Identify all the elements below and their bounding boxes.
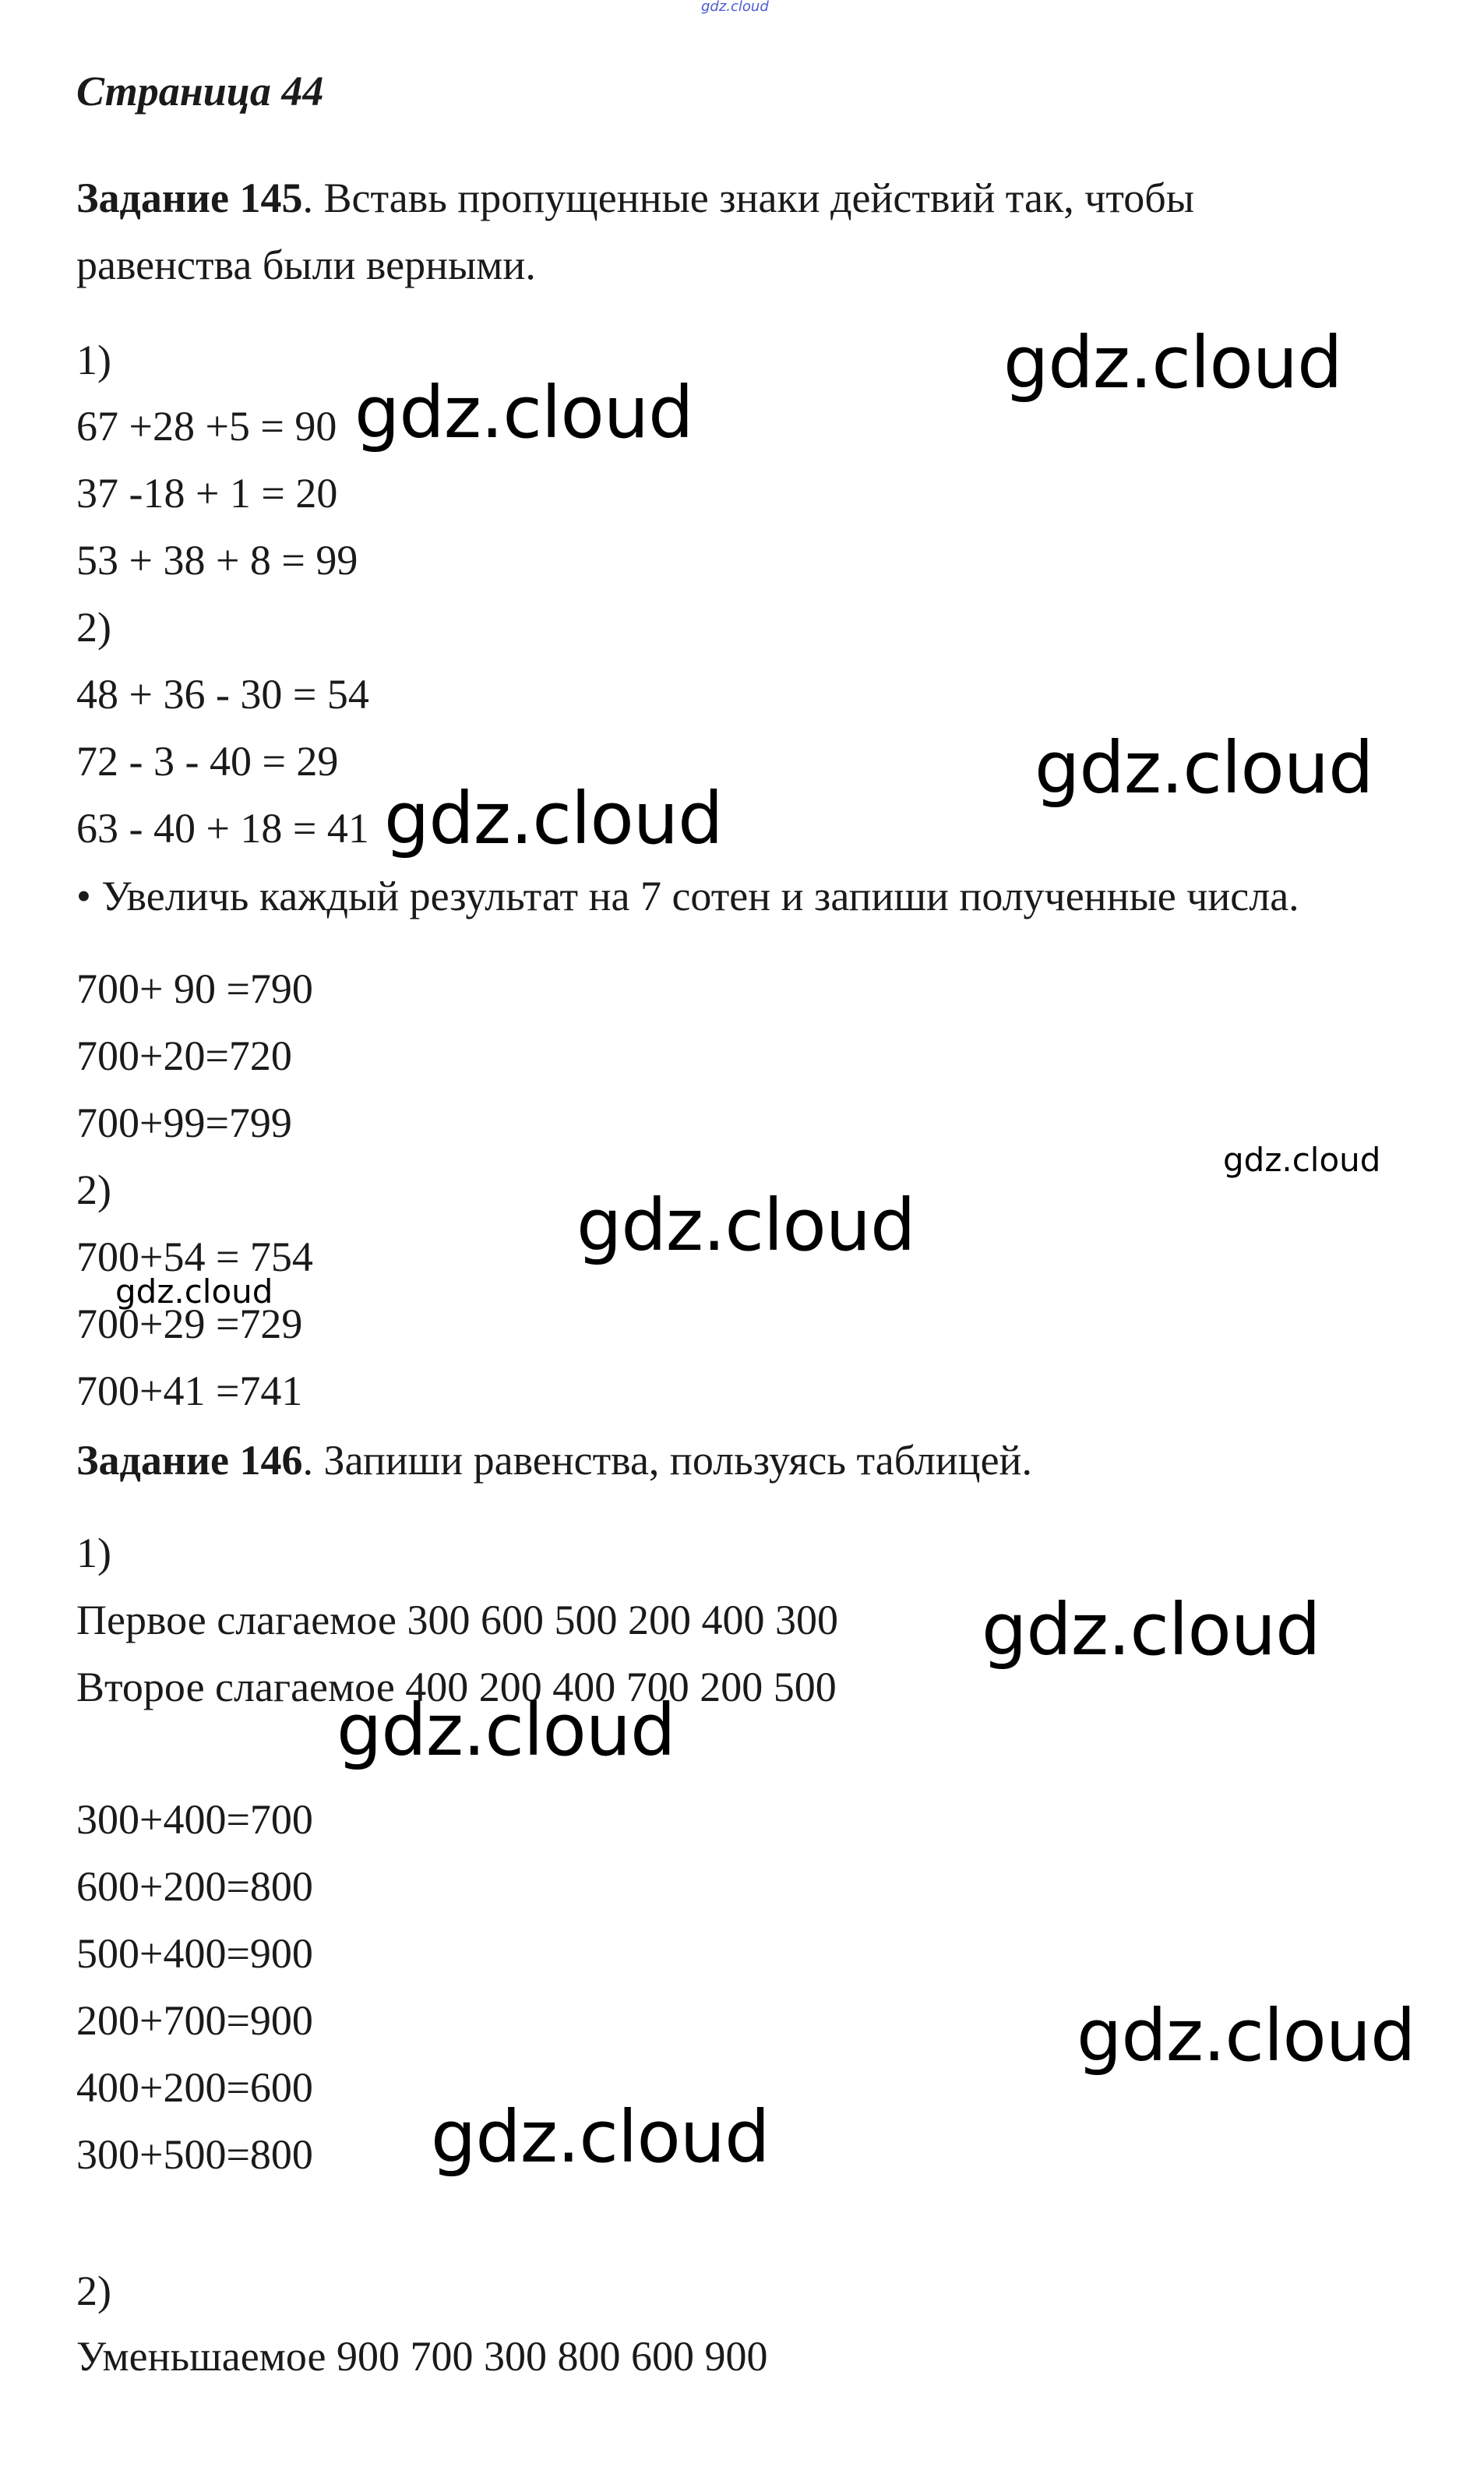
equation-line: 67 +28 +5 = 90 [76, 403, 337, 450]
task-146-part1-label: 1) [76, 1530, 111, 1576]
watermark: gdz.cloud [576, 1184, 915, 1267]
equation-line: 63 - 40 + 18 = 41 [76, 805, 369, 852]
bullet-instruction: • Увеличь каждый результат на 7 сотен и запиши полученные числа. [76, 873, 1299, 919]
watermark: gdz.cloud [1035, 726, 1373, 810]
table-row-first-addend: Первое слагаемое 300 600 500 200 400 300 [76, 1597, 838, 1643]
equation-line: 300+500=800 [76, 2131, 313, 2178]
table-row-second-addend: Второе слагаемое 400 200 400 700 200 500 [76, 1664, 837, 1710]
task-145-part2-label: 2) [76, 604, 111, 651]
equation-line: 200+700=900 [76, 1997, 313, 2044]
watermark: gdz.cloud [354, 371, 693, 454]
table-row-minuend: Уменьшаемое 900 700 300 800 600 900 [76, 2333, 768, 2380]
results-part2-label: 2) [76, 1166, 111, 1213]
result-line: 700+29 =729 [76, 1300, 303, 1347]
result-line: 700+99=799 [76, 1099, 292, 1146]
watermark: gdz.cloud [115, 1272, 273, 1311]
task-145-text-line2: равенства были верными. [76, 242, 536, 288]
result-line: 700+41 =741 [76, 1368, 303, 1414]
result-line: 700+20=720 [76, 1032, 292, 1079]
task-146-intro [76, 1435, 1032, 1485]
task-145-text: . Вставь пропущенные знаки действий так, чтобы [302, 175, 1195, 221]
task-146-label: Задание 146 [76, 1437, 303, 1484]
equation-line: 300+400=700 [76, 1796, 313, 1843]
task-146-part2-label: 2) [76, 2267, 111, 2314]
task-145-label: Задание 145 [76, 175, 303, 221]
equation-line: 48 + 36 - 30 = 54 [76, 671, 369, 718]
equation-line: 500+400=900 [76, 1930, 313, 1977]
equation-line: 72 - 3 - 40 = 29 [76, 738, 339, 785]
watermark: gdz.cloud [1077, 1994, 1415, 2077]
task-145-intro [76, 173, 1194, 223]
watermark: gdz.cloud [982, 1588, 1320, 1671]
page-title: Страница 44 [76, 68, 324, 115]
top-watermark: gdz.cloud [701, 0, 769, 15]
result-line: 700+54 = 754 [76, 1233, 313, 1280]
result-line: 700+ 90 =790 [76, 965, 313, 1012]
equation-line: 600+200=800 [76, 1863, 313, 1910]
watermark: gdz.cloud [337, 1689, 675, 1772]
watermark: gdz.cloud [384, 777, 723, 860]
equation-line: 53 + 38 + 8 = 99 [76, 537, 358, 584]
task-145-part1-label: 1) [76, 337, 111, 383]
equation-line: 400+200=600 [76, 2064, 313, 2111]
equation-line: 37 -18 + 1 = 20 [76, 470, 338, 517]
watermark: gdz.cloud [1003, 321, 1342, 404]
watermark: gdz.cloud [431, 2095, 770, 2179]
task-146-text: . Запиши равенства, пользуясь таблицей. [302, 1437, 1032, 1484]
watermark: gdz.cloud [1223, 1141, 1381, 1179]
